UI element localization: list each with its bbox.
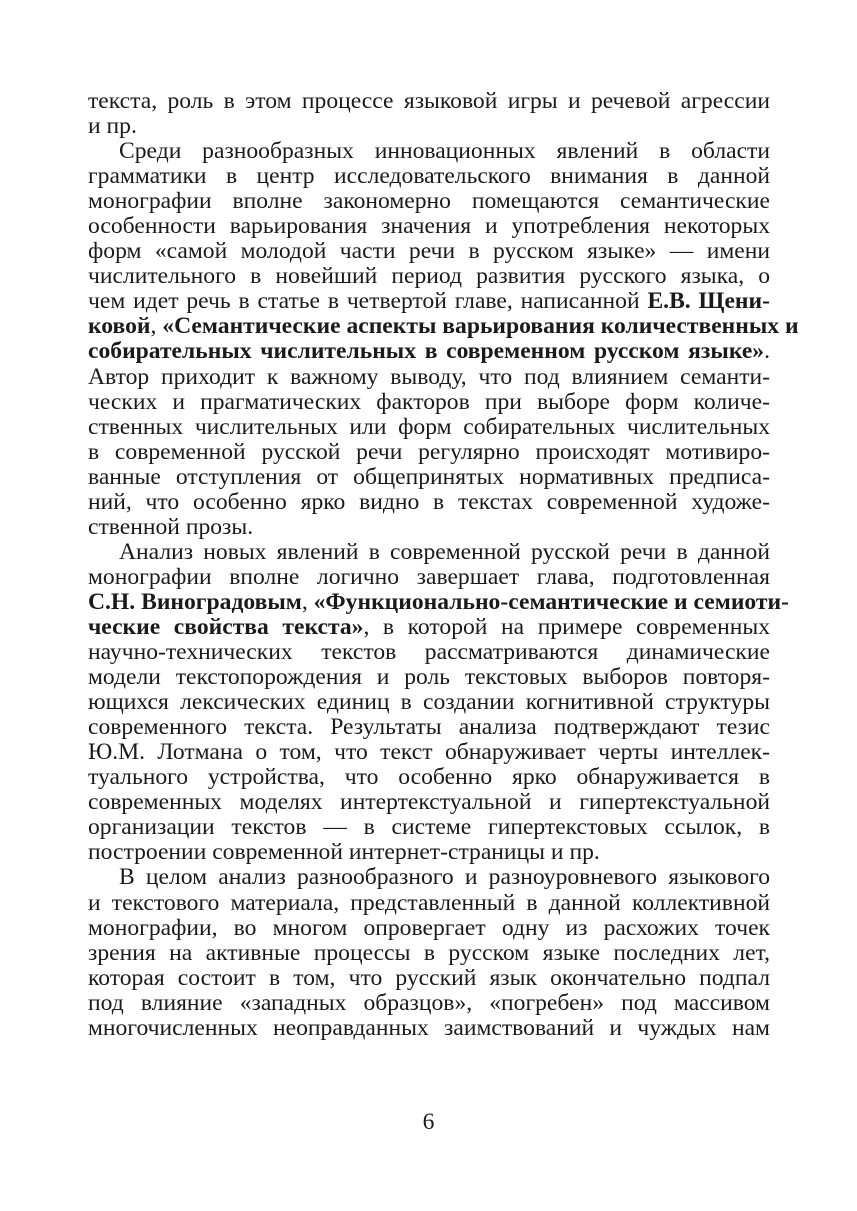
chapter-title-bold: «Функционально-семантические и семиоти-: [313, 588, 789, 615]
text-line: [88, 139, 770, 164]
text-line: [88, 540, 770, 565]
text-line: [88, 991, 770, 1016]
text-run: научно-технических текстов рассматриваются динамические: [88, 639, 770, 666]
text-run: Анализ новых явлений в современной русской речи в данной: [119, 538, 770, 565]
text-run: чем идет речь в статье в четвертой главе, написанной: [88, 288, 648, 315]
text-run: Автор приходит к важному выводу, что под влиянием семанти-: [88, 363, 770, 390]
text-line: [88, 815, 770, 840]
author-name-bold: С.Н. Виноградовым: [88, 588, 302, 615]
text-run: и текстового материала, представленный в данной коллективной: [88, 889, 770, 916]
author-name-bold: ковой: [88, 313, 151, 340]
text-line: [88, 715, 770, 740]
text-line: [88, 114, 770, 139]
text-run: монографии вполне логично завершает глава, подготовленная: [88, 563, 770, 590]
text-run: текста, роль в этом процессе языковой игры и речевой агрессии: [88, 88, 770, 114]
text-run: многочисленных неоправданных заимствований и чуждых нам: [88, 1014, 770, 1041]
text-run: ческих и прагматических факторов при выборе форм количе-: [88, 388, 770, 415]
text-line: [88, 790, 770, 815]
text-run: особенности варьирования значения и употребления некоторых: [88, 213, 770, 240]
text-run: под влияние «западных образцов», «погребен» под массивом: [88, 989, 770, 1016]
text-run: модели текстопорождения и роль текстовых выборов повторя-: [88, 664, 770, 691]
text-line: [88, 313, 799, 340]
text-line: [88, 365, 770, 390]
text-run: которая состоит в том, что русский язык окончательно подпал: [88, 964, 770, 991]
text-line: [88, 740, 770, 765]
paragraph-1: [88, 89, 770, 139]
text-run: ющихся лексических единиц в создании когнитивной структуры: [88, 689, 770, 716]
text-run: ний, что особенно ярко видно в текстах современной художе-: [88, 488, 770, 515]
text-line: [88, 690, 770, 715]
text-run: ственных числительных или форм собирательных числительных: [88, 413, 770, 440]
text-line: [88, 891, 770, 916]
text-line: [88, 339, 770, 364]
text-run: современного текста. Результаты анализа подтверждают тезис: [88, 714, 770, 741]
paragraph-4: [88, 865, 770, 1040]
text-run: туального устройства, что особенно ярко обнаруживается в: [88, 764, 770, 791]
text-run: грамматики в центр исследовательского внимания в данной: [88, 163, 770, 190]
text-line: [88, 565, 770, 590]
text-line: [88, 239, 770, 264]
paragraph-3: [88, 538, 789, 866]
text-line: [88, 665, 770, 690]
text-run: , в которой на примере современных: [363, 613, 770, 640]
text-line: [88, 615, 770, 640]
text-run: .: [764, 338, 770, 365]
text-line: [88, 490, 770, 515]
text-run: современных моделях интертекстуальной и гипертекстуальной: [88, 789, 770, 816]
text-line: [88, 515, 770, 540]
text-run: форм «самой молодой части речи в русском языке» — имени: [88, 238, 770, 265]
text-line: [88, 640, 770, 665]
text-line: [88, 588, 789, 615]
text-line: [88, 465, 770, 490]
text-line: [88, 1016, 770, 1041]
text-line: [88, 89, 770, 114]
text-line: [88, 264, 770, 289]
text-line: [88, 415, 770, 440]
chapter-title-bold: «Семантические аспекты варьирования количественных и: [162, 313, 799, 340]
text-line: [88, 440, 770, 465]
text-run: и пр.: [88, 113, 137, 140]
text-line: [88, 941, 770, 966]
text-run: построении современной интернет-страницы и пр.: [88, 839, 600, 866]
text-run: зрения на активные процессы в русском языке последних лет,: [88, 939, 770, 966]
body-text: [88, 88, 799, 1041]
text-run: ственной прозы.: [88, 513, 254, 540]
text-run: монографии вполне закономерно помещаются семантические: [88, 188, 770, 215]
text-line: [88, 966, 770, 991]
text-line: [88, 840, 770, 865]
text-run: ванные отступления от общепринятых нормативных предписа-: [88, 463, 770, 490]
author-name-bold: Е.В. Щени-: [647, 288, 770, 315]
chapter-title-bold: ческие свойства текста»: [88, 613, 364, 640]
text-run: организации текстов — в системе гипертекстовых ссылок, в: [88, 814, 770, 841]
text-line: [88, 214, 770, 239]
text-run: в современной русской речи регулярно происходят мотивиро-: [88, 438, 770, 465]
text-run: Ю.М. Лотмана о том, что текст обнаруживает черты интеллек-: [88, 739, 770, 766]
text-run: ,: [150, 313, 163, 340]
text-run: Среди разнообразных инновационных явлений в области: [119, 138, 770, 165]
page-number: 6: [422, 1109, 435, 1135]
text-line: [88, 390, 770, 415]
chapter-title-bold: собирательных числительных в современном русском языке»: [88, 338, 765, 365]
text-run: числительного в новейший период развития русского языка, о: [88, 263, 770, 290]
text-line: [88, 865, 770, 890]
text-line: [88, 289, 770, 314]
text-run: монографии, во многом опровергает одну из расхожих точек: [88, 914, 770, 941]
paragraph-2: [88, 138, 799, 540]
text-line: [88, 765, 770, 790]
text-line: [88, 164, 770, 189]
text-run: В целом анализ разнообразного и разноуровневого языкового: [119, 864, 770, 891]
text-line: [88, 916, 770, 941]
text-line: [88, 189, 770, 214]
text-run: ,: [301, 588, 314, 615]
